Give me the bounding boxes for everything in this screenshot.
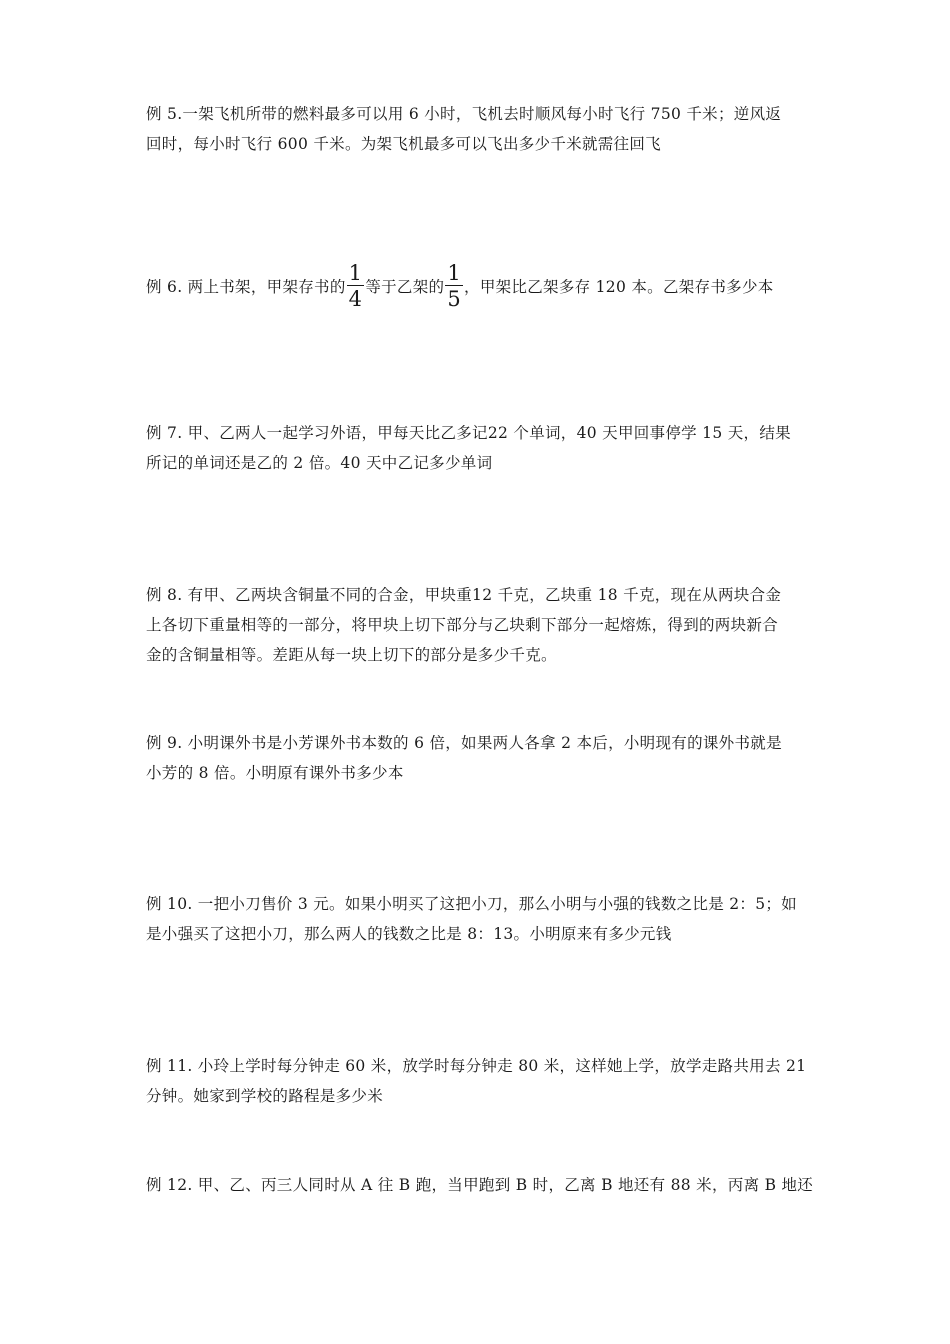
fraction-2-denominator: 5 bbox=[447, 287, 462, 311]
fraction-2-bar bbox=[445, 285, 463, 286]
example-8 bbox=[146, 580, 810, 670]
example-5-line-2: 回时，每小时飞行 600 千米。为架飞机最多可以飞出多少千米就需往回飞 bbox=[146, 135, 661, 153]
example-8-line-2: 上各切下重量相等的一部分，将甲块上切下部分与乙块剩下部分一起熔炼，得到的两块新合 bbox=[146, 616, 779, 634]
example-10-line-1: 例 10. 一把小刀售价 3 元。如果小明买了这把小刀，那么小明与小强的钱数之比是 2：5；如 bbox=[146, 895, 797, 913]
example-7-line-1: 例 7. 甲、乙两人一起学习外语，甲每天比乙多记22 个单词，40 天甲回事停学 15 天，结果 bbox=[146, 424, 791, 442]
example-6-text-3: ，甲架比乙架多存 120 本。乙架存书多少本 bbox=[464, 278, 774, 296]
example-12 bbox=[146, 1170, 814, 1200]
example-8-line-1: 例 8. 有甲、乙两块含铜量不同的合金，甲块重12 千克，乙块重 18 千克，现在从两块合金 bbox=[146, 586, 782, 604]
example-6-text-2: 等于乙架的 bbox=[365, 278, 445, 296]
example-8-line-3: 金的含铜量相等。差距从每一块上切下的部分是多少千克。 bbox=[146, 646, 557, 664]
example-11-line-2: 分钟。她家到学校的路程是多少米 bbox=[146, 1087, 384, 1105]
fraction-2-numerator: 1 bbox=[447, 261, 462, 285]
fraction-one-fifth bbox=[445, 262, 463, 310]
example-9 bbox=[146, 728, 810, 788]
example-10-line-2: 是小强买了这把小刀，那么两人的钱数之比是 8：13。小明原来有多少元钱 bbox=[146, 925, 672, 943]
example-5-line-1: 例 5.一架飞机所带的燃料最多可以用 6 小时，飞机去时顺风每小时飞行 750 千米；逆风返 bbox=[146, 105, 782, 123]
example-11-line-1: 例 11. 小玲上学时每分钟走 60 米，放学时每分钟走 80 米，这样她上学，放学走路共用去 21 bbox=[146, 1057, 807, 1075]
example-12-line-1: 例 12. 甲、乙、丙三人同时从 A 往 B 跑，当甲跑到 B 时，乙离 B 地还有 88 米，丙离 B 地还 bbox=[146, 1176, 814, 1194]
example-6-text-1: 例 6. 两上书架，甲架存书的 bbox=[146, 278, 346, 296]
example-10 bbox=[146, 889, 810, 949]
example-7-line-2: 所记的单词还是乙的 2 倍。40 天中乙记多少单词 bbox=[146, 454, 493, 472]
fraction-1-denominator: 4 bbox=[348, 287, 363, 311]
fraction-one-quarter bbox=[347, 262, 365, 310]
example-5 bbox=[146, 99, 810, 159]
example-7 bbox=[146, 418, 810, 478]
fraction-1-bar bbox=[347, 285, 365, 286]
fraction-1-numerator: 1 bbox=[348, 261, 363, 285]
example-9-line-1: 例 9. 小明课外书是小芳课外书本数的 6 倍，如果两人各拿 2 本后，小明现有的课外书就是 bbox=[146, 734, 782, 752]
example-11 bbox=[146, 1051, 810, 1111]
example-9-line-2: 小芳的 8 倍。小明原有课外书多少本 bbox=[146, 764, 404, 782]
example-6 bbox=[146, 262, 810, 312]
